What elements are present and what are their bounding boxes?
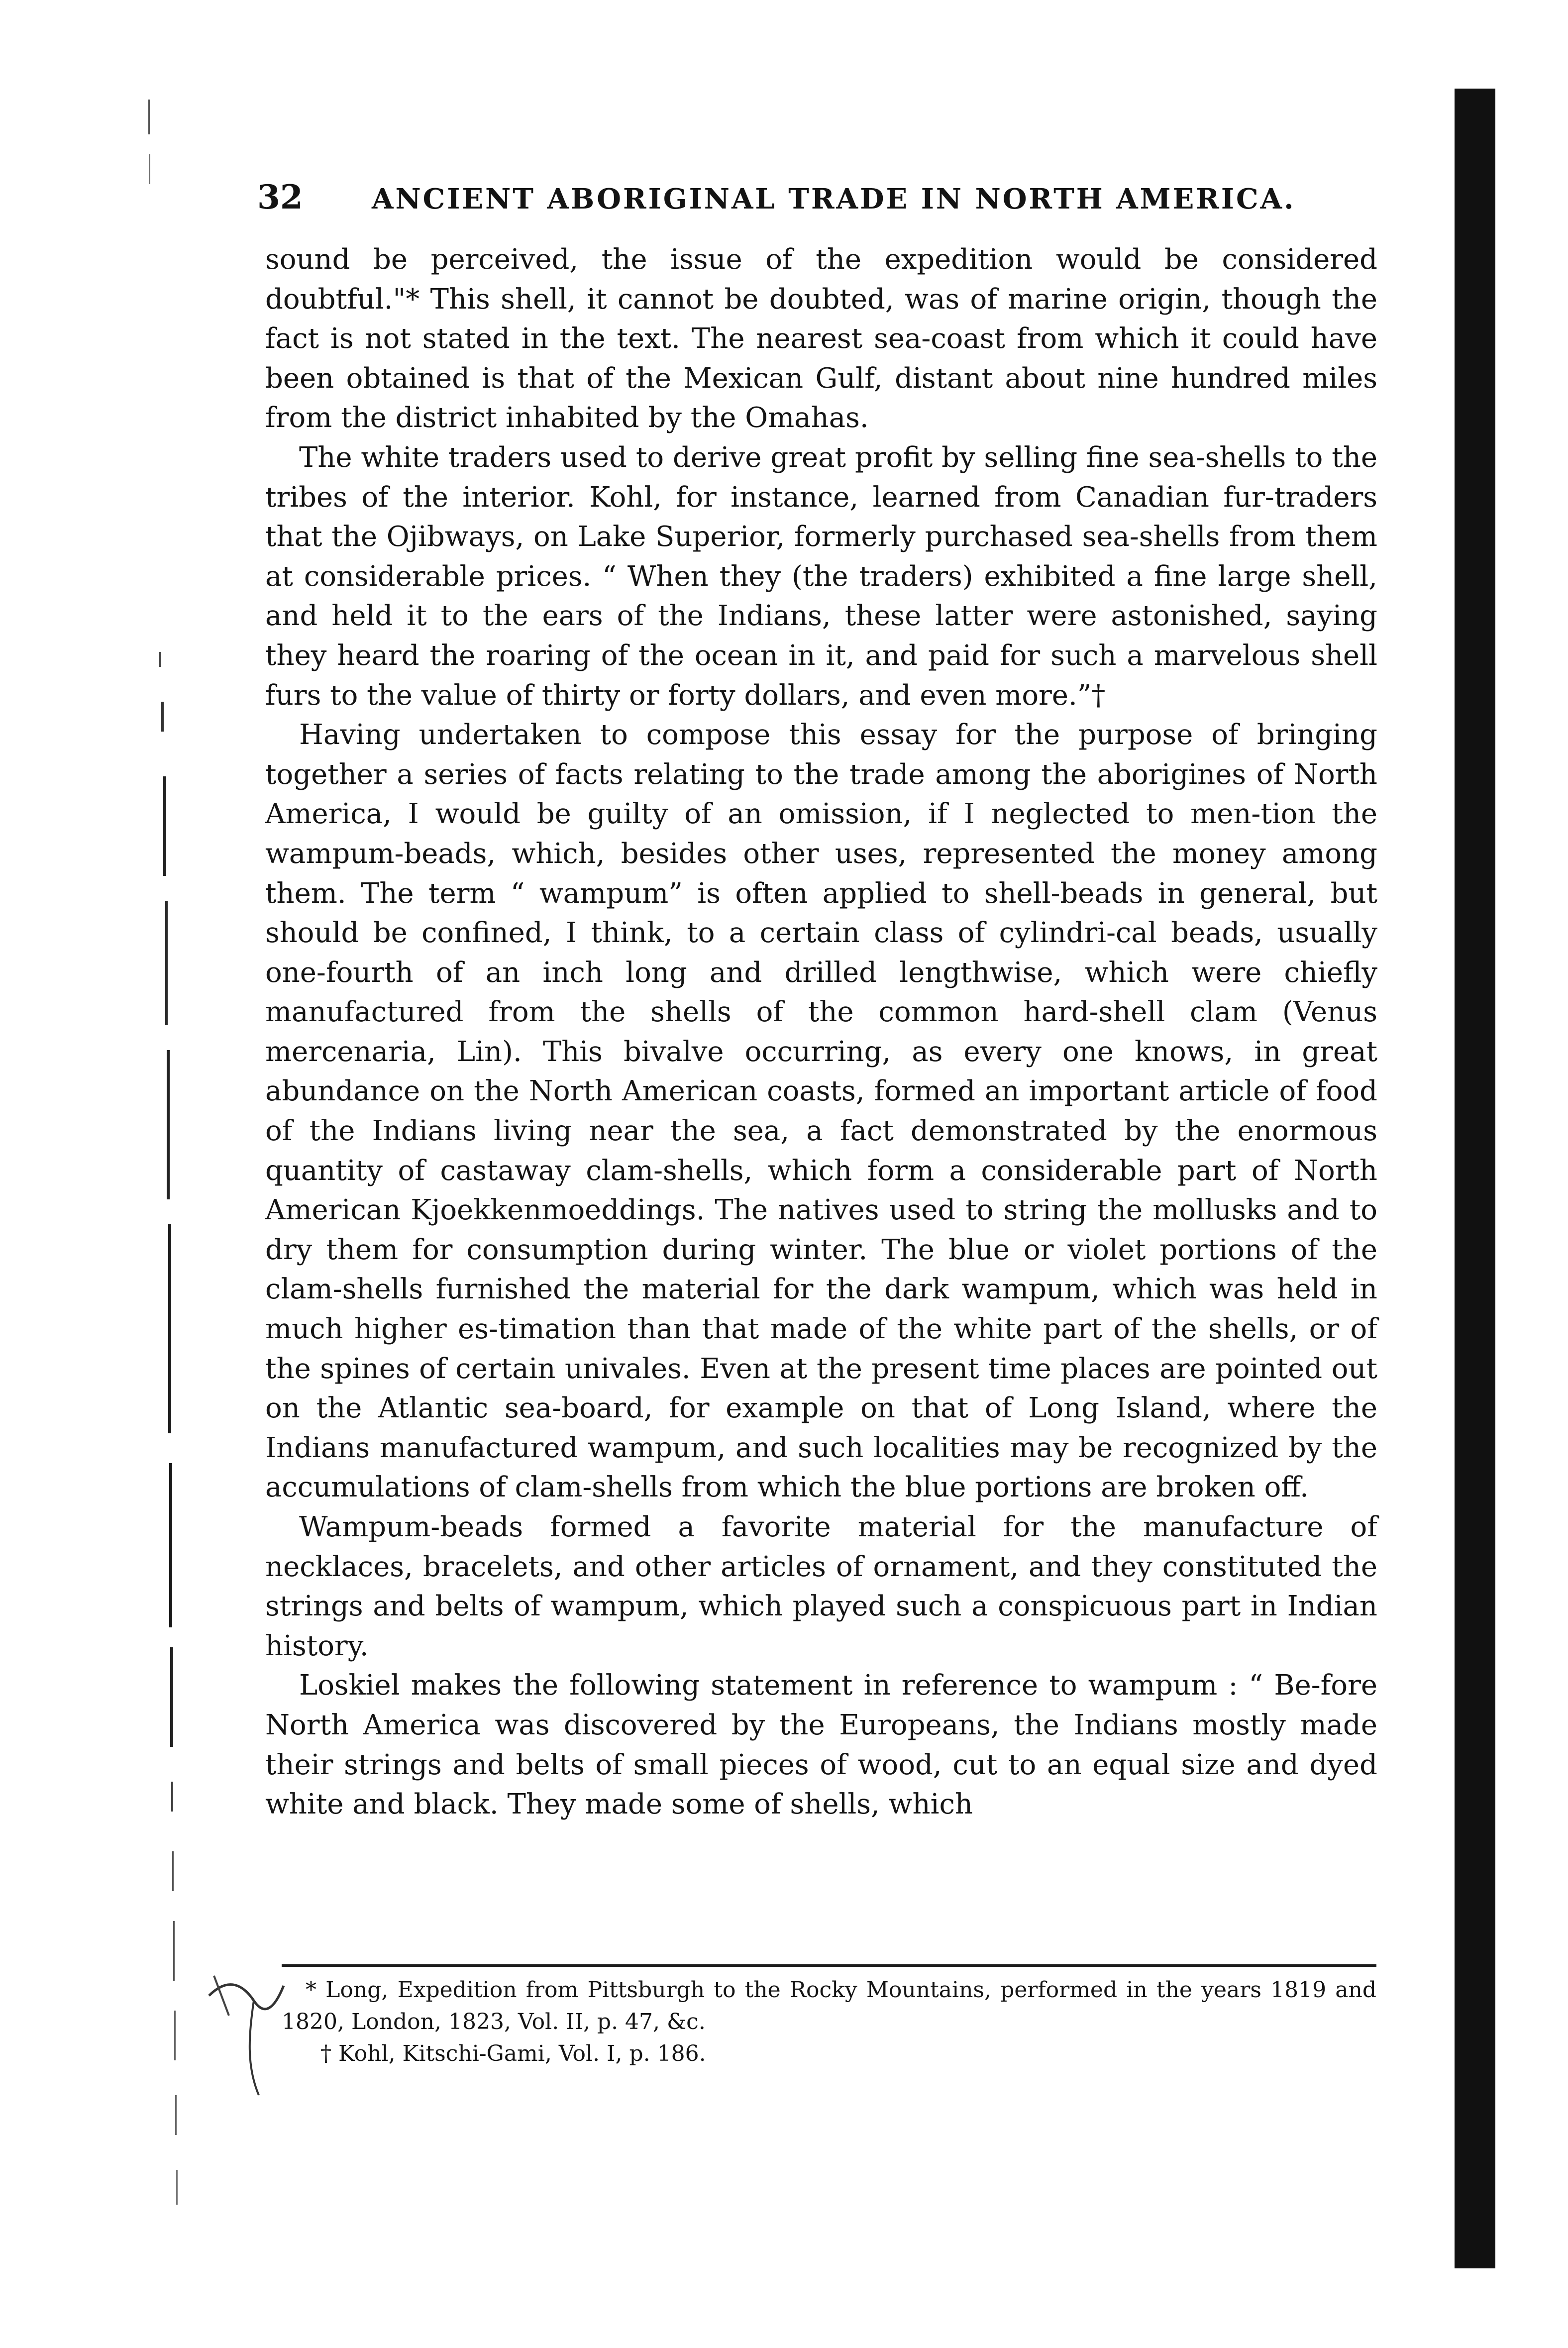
paragraph-wampum-ornament: Wampum-beads formed a favorite material for the manufacture of necklaces, bracelets, and other articles of ornament, and they constituted the strings and belts of wampum, which played such a conspicuous part in Indian history.	[265, 1511, 1377, 1662]
paragraph-wampum-beads: Having undertaken to compose this essay for the purpose of bringing together a series of facts relating to the trade among the aborigines of North America, I would be guilty of an omission, if I neglected to men-tion the wampum-beads, which, besides other uses, represented the money among them. The term “ wampum” is often applied to shell-beads in general, but should be confined, I think, to a certain class of cylindri-cal beads, usually one-fourth of an inch long and drilled lengthwise, which were chiefly manufactured from the shells of the common hard-shell clam (Venus mercenaria, Lin). This bivalve occurring, as every one knows, in great abundance on the North American coasts, formed an important article of food of the Indians living near the sea, a fact demonstrated by the enormous quantity of castaway clam-shells, which form a considerable part of North American Kjoekkenmoeddings. The natives used to string the mollusks and to dry them for consumption during winter. The blue or violet portions of the clam-shells furnished the material for the dark wampum, which was held in much higher es-timation than that made of the white part of the shells, or of the spines of certain univales. Even at the present time places are pointed out on the Atlantic sea-board, for example on that of Long Island, where the Indians manufactured wampum, and such localities may be recognized by the accumulations of clam-shells from which the blue portions are broken off.	[265, 719, 1377, 1504]
paragraph-omahas-shell: sound be perceived, the issue of the expedition would be considered doubtful."* This shell, it cannot be doubted, was of marine origin, though the fact is not stated in the text. The nearest sea-coast from which it could have been obtained is that of the Mexican Gulf, distant about nine hundred miles from the district inhabited by the Omahas.	[265, 243, 1377, 434]
running-title: ANCIENT ABORIGINAL TRADE IN NORTH AMERICA.	[372, 183, 1296, 215]
footnote-kohl: † Kohl, Kitschi-Gami, Vol. I, p. 186.	[320, 2041, 706, 2066]
page-number: 32	[257, 178, 303, 216]
paragraph-sea-shell-trade: The white traders used to derive great profit by selling fine sea-shells to the tribes of the interior. Kohl, for instance, learned from Canadian fur-traders that the Ojibways, on Lake Superior, formerly purchased sea-shells from them at considerable prices. “ When they (the traders) exhibited a fine large shell, and held it to the ears of the Indians, these latter were astonished, saying they heard the roaring of the ocean in it, and paid for such a marvelous shell furs to the value of thirty or forty dollars, and even more.”†	[265, 441, 1377, 712]
paragraph-loskiel-statement: Loskiel makes the following statement in reference to wampum : “ Be-fore North America was discovered by the Europeans, the Indians mostly made their strings and belts of small pieces of wood, cut to an equal size and dyed white and black. They made some of shells, which	[265, 1669, 1377, 1821]
footnote-divider	[282, 1964, 1376, 1967]
running-head	[257, 178, 1377, 230]
footnote-long-expedition: * Long, Expedition from Pittsburgh to the Rocky Mountains, performed in the years 1819 and 1820, London, 1823, Vol. II, p. 47, &c.	[282, 1977, 1376, 2034]
footnotes	[282, 1974, 1376, 2070]
main-text	[265, 240, 1377, 1824]
scan-edge-bar	[1455, 89, 1495, 2268]
